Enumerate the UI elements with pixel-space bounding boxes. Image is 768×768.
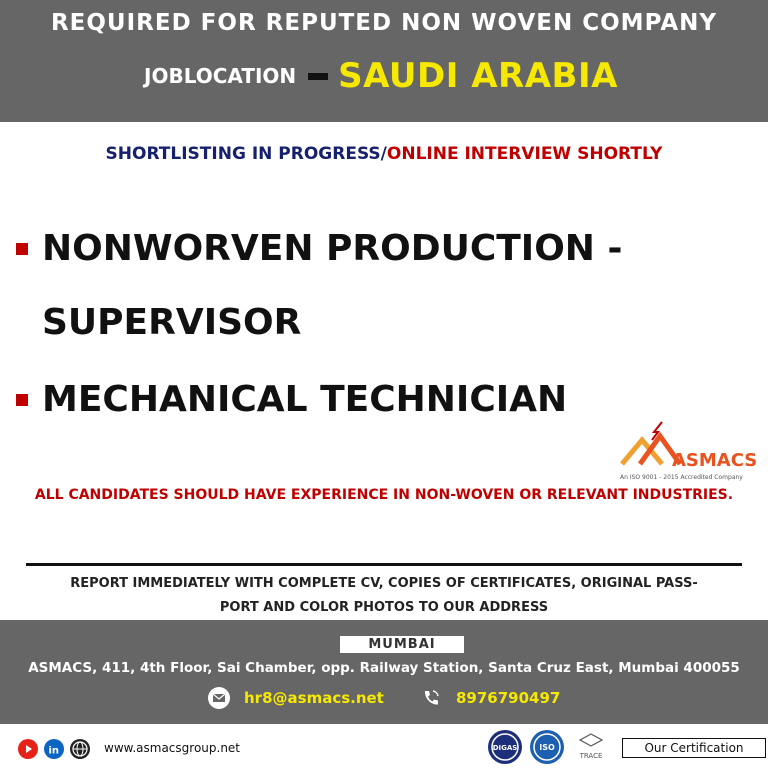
phone-icon (420, 687, 442, 709)
email-link[interactable]: hr8@asmacs.net (244, 689, 384, 707)
location-value: SAUDI ARABIA (338, 56, 618, 96)
report-line-2: PORT AND COLOR PHOTOS TO OUR ADDRESS (219, 600, 549, 615)
bullet-icon (16, 243, 28, 255)
location-label: JOBLOCATION (144, 64, 297, 88)
header-title: REQUIRED FOR REPUTED NON WOVEN COMPANY (50, 10, 718, 36)
company-logo (616, 418, 756, 486)
logo-name: ASMACS (672, 450, 758, 471)
digas-badge-icon (488, 730, 522, 764)
report-instructions (40, 572, 728, 620)
globe-icon[interactable] (70, 739, 90, 759)
email-contact[interactable] (208, 687, 384, 709)
address: ASMACS, 411, 4th Floor, Sai Chamber, opp. Railway Station, Santa Cruz East, Mumbai 400055 (28, 660, 740, 676)
report-line-1: REPORT IMMEDIATELY WITH COMPLETE CV, COPIES OF CERTIFICATES, ORIGINAL PASS- (70, 576, 698, 591)
linkedin-icon[interactable] (44, 739, 64, 759)
trace-badge-icon (574, 730, 608, 764)
phone-link[interactable]: 8976790497 (456, 689, 561, 707)
city-label: MUMBAI (340, 636, 464, 653)
mail-icon (208, 687, 230, 709)
bullet-icon (16, 394, 28, 406)
phone-contact[interactable] (420, 687, 560, 709)
location-row (144, 56, 618, 96)
svg-text:TRACE: TRACE (579, 752, 603, 760)
job-item-2 (16, 379, 567, 420)
website-link[interactable]: www.asmacsgroup.net (104, 741, 241, 755)
iso-badge-icon (530, 730, 564, 764)
svg-text:ISO: ISO (539, 743, 555, 752)
divider (26, 563, 742, 566)
certification-label[interactable]: Our Certification (622, 738, 766, 758)
logo-tagline: An ISO 9001 - 2015 Accredited Company (620, 474, 743, 481)
status-line (0, 144, 768, 164)
job-title: NONWORVEN PRODUCTION - (42, 228, 623, 269)
status-part-1: SHORTLISTING IN PROGRESS/ (105, 144, 387, 164)
svg-text:DIGAS: DIGAS (492, 744, 518, 752)
youtube-icon[interactable] (18, 739, 38, 759)
status-part-2: ONLINE INTERVIEW SHORTLY (386, 144, 663, 164)
job-item-1 (16, 228, 622, 269)
job-title: MECHANICAL TECHNICIAN (42, 379, 568, 420)
svg-text:in: in (48, 745, 60, 757)
job-title-continued: SUPERVISOR (42, 302, 302, 343)
experience-notice: ALL CANDIDATES SHOULD HAVE EXPERIENCE IN NON-WOVEN OR RELEVANT INDUSTRIES. (34, 487, 734, 503)
location-dash (308, 73, 328, 80)
